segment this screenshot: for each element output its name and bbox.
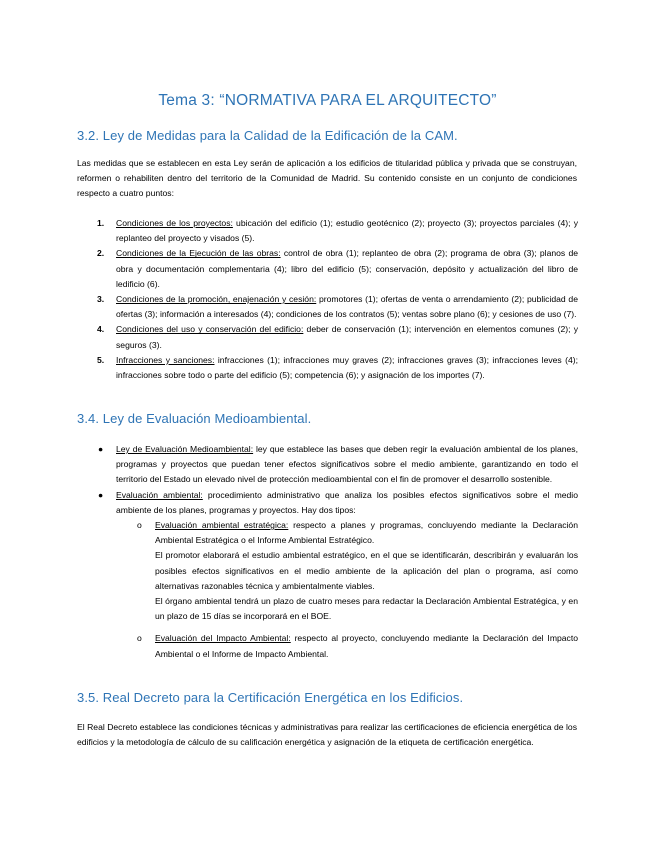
list-number: 4. <box>97 324 105 335</box>
bullet-icon: ● <box>98 444 104 454</box>
section-3-5-text: El Real Decreto establece las condiciones técnicas y administrativas para realizar las certificaciones de eficiencia energética de los edificios y la metodología de cálculo de su calificación energética y asignación de la etiqueta de certificación energética. <box>77 722 577 748</box>
list-item <box>77 488 578 662</box>
list-item-label: Evaluación ambiental: <box>116 489 203 500</box>
list-item <box>77 292 578 322</box>
list-item-label: Condiciones de los proyectos: <box>116 218 233 228</box>
list-item-text: infracciones (1); infracciones muy graves (2); infracciones graves (3); infracciones leves (4); infracciones sobre todo o parte del edificio (5); competencia (6); y asignación de los importes (7). <box>116 354 578 381</box>
evaluation-list <box>77 442 578 662</box>
sub-item-label: Evaluación ambiental estratégica: <box>155 520 289 531</box>
list-item <box>77 322 578 352</box>
list-item-label: Condiciones de la promoción, enajenación y cesión: <box>116 294 317 305</box>
sub-item-text: respecto al proyecto, concluyendo mediante la Declaración del Impacto Ambiental o el Informe de Impacto Ambiental. <box>155 633 578 659</box>
list-number: 2. <box>97 248 105 259</box>
sub-item-label: Evaluación del Impacto Ambiental: <box>155 633 291 644</box>
list-item-text: ley que establece las bases que deben regir la evaluación ambiental de los planes, programas y proyectos que puedan tener efectos significativos sobre el medio ambiente, garantizando en todo el territorio del Estado un elevado nivel de protección medioambiental con el fin de promover el desarrollo sostenible. <box>116 444 578 485</box>
list-item-text: deber de conservación (1); intervención en elementos comunes (2); y seguros (3). <box>116 324 579 350</box>
list-number: 3. <box>97 294 105 305</box>
list-item <box>77 216 578 246</box>
section-heading-3-4: 3.4. Ley de Evaluación Medioambiental. <box>77 411 312 426</box>
sub-item-paragraph: El promotor elaborará el estudio ambiental estratégico, en el que se identificarán, describirán y evaluarán los posibles efectos significativos en el medio ambiente de la aplicación del plan o programa, así como alternativas razonables técnica y ambientalmente viables. <box>155 550 578 591</box>
list-item-label: Ley de Evaluación Medioambiental: <box>116 444 254 454</box>
document-title: Tema 3: “NORMATIVA PARA EL ARQUITECTO” <box>158 92 497 109</box>
sub-list-item <box>116 518 578 624</box>
list-item-text: promotores (1); ofertas de venta o arrendamiento (2); publicidad de ofertas (3); información a interesados (4); condiciones de los contratos (5); ventas sobre plano (6); y cesiones de uso (7). <box>116 294 578 320</box>
list-number: 5. <box>97 354 105 365</box>
sub-item-text: respecto a planes y programas, concluyendo mediante la Declaración Ambiental Estratégica o el Informe Ambiental Estratégico. <box>155 520 578 546</box>
bullet-icon: ● <box>98 489 104 500</box>
section-3-2-intro: Las medidas que se establecen en esta Ley serán de aplicación a los edificios de titularidad pública y privada que se construyan, reformen o rehabiliten dentro del territorio de la Comunidad de Madrid. Su contenido consiste en un conjunto de condiciones respecto a cuatro puntos: <box>77 158 577 199</box>
list-item <box>77 442 578 488</box>
sub-item-paragraph: El órgano ambiental tendrá un plazo de cuatro meses para redactar la Declaración Ambiental Estratégica, y en un plazo de 15 días se incorporará en el BOE. <box>155 596 578 622</box>
list-item-text: ubicación del edificio (1); estudio geotécnico (2); proyecto (3); proyectos parciales (4); y replanteo del proyecto y visados (5). <box>116 218 578 244</box>
list-item-text: procedimiento administrativo que analiza los posibles efectos significativos sobre el medio ambiente de los planes, programas y proyectos. Hay dos tipos: <box>116 489 578 515</box>
sub-bullet-icon: o <box>137 520 142 531</box>
sub-list-item <box>116 631 578 661</box>
conditions-list <box>77 216 578 383</box>
list-item <box>77 353 578 383</box>
list-number: 1. <box>97 218 105 228</box>
list-item-text: control de obra (1); replanteo de obra (2); programa de obra (3); planos de obra y documentación complementaria (4); libro del edificio (5); conservación, depósito y actualización del libro de ledificio (6). <box>116 248 578 289</box>
list-item-label: Infracciones y sanciones: <box>116 354 215 365</box>
sub-bullet-icon: o <box>137 633 142 644</box>
list-item <box>77 246 578 292</box>
list-item-label: Condiciones de la Ejecución de las obras: <box>116 248 281 259</box>
section-heading-3-5: 3.5. Real Decreto para la Certificación Energética en los Edificios. <box>77 690 464 705</box>
section-heading-3-2: 3.2. Ley de Medidas para la Calidad de la Edificación de la CAM. <box>77 128 458 143</box>
list-item-label: Condiciones del uso y conservación del edificio: <box>116 324 304 335</box>
evaluation-types-list <box>116 518 578 662</box>
